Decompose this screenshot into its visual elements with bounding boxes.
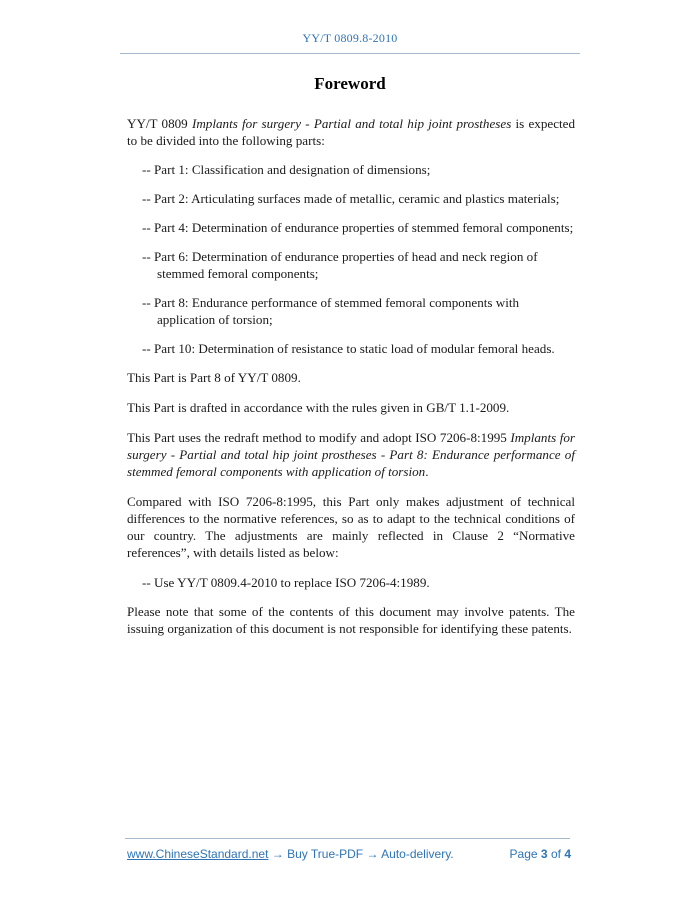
header-standard-code: YY/T 0809.8-2010: [302, 31, 398, 45]
list-item: -- Part 4: Determination of endurance properties of stemmed femoral components;: [142, 220, 574, 235]
redraft-paragraph: [127, 429, 575, 480]
page-total: 4: [564, 847, 571, 861]
list-item: -- Part 10: Determination of resistance to static load of modular femoral heads.: [142, 341, 555, 356]
page-indicator: [510, 847, 571, 861]
replacement-list-item: -- Use YY/T 0809.4-2010 to replace ISO 7206-4:1989.: [142, 575, 430, 590]
arrow-icon: →: [366, 847, 379, 861]
auto-delivery-text: Auto-delivery.: [381, 847, 454, 861]
arrow-icon: →: [271, 847, 284, 861]
foreword-body: [127, 115, 575, 650]
list-item: -- Part 6: Determination of endurance properties of head and neck region of stemmed femoral components;: [142, 249, 538, 281]
header-divider: [120, 53, 580, 54]
redraft-prefix: This Part uses the redraft method to modify and adopt ISO 7206-8:1995: [127, 430, 511, 445]
page-of: of: [550, 847, 561, 861]
intro-paragraph: [127, 115, 575, 149]
page-title: Foreword: [314, 74, 386, 93]
redraft-suffix: .: [425, 464, 429, 479]
comparison-paragraph: Compared with ISO 7206-8:1995, this Part only makes adjustment of technical differences to the normative references, so as to adapt to the technical conditions of our country. The adjustments are mainly reflected in Clause 2 “Normative references”, with details listed as below:: [127, 494, 575, 560]
patents-paragraph: Please note that some of the contents of this document may involve patents. The issuing organization of this document is not responsible for identifying these patents.: [127, 604, 575, 636]
intro-prefix: YY/T 0809: [127, 116, 192, 131]
list-item: -- Part 1: Classification and designation of dimensions;: [142, 162, 431, 177]
page-current: 3: [540, 847, 548, 861]
footer: [127, 847, 572, 861]
part-number-paragraph: This Part is Part 8 of YY/T 0809.: [127, 370, 301, 385]
intro-italic-title: Implants for surgery - Partial and total hip joint prostheses: [191, 116, 512, 131]
list-item: -- Part 2: Articulating surfaces made of metallic, ceramic and plastics materials;: [142, 191, 560, 206]
redraft-italic-title: Implants for surgery - Partial and total hip joint prostheses - Part 8: Endurance performance of stemmed femoral components with application of torsion: [127, 430, 575, 479]
website-link[interactable]: www.ChineseStandard.net: [127, 847, 269, 861]
buy-true-pdf-text: Buy True-PDF: [287, 847, 364, 861]
footer-divider: [125, 838, 570, 839]
list-item: -- Part 8: Endurance performance of stemmed femoral components with application of torsion;: [142, 295, 520, 327]
page-label: Page: [509, 847, 538, 861]
intro-suffix: is expected to be divided into the following parts:: [127, 116, 576, 148]
drafting-rules-paragraph: This Part is drafted in accordance with the rules given in GB/T 1.1-2009.: [127, 400, 510, 415]
